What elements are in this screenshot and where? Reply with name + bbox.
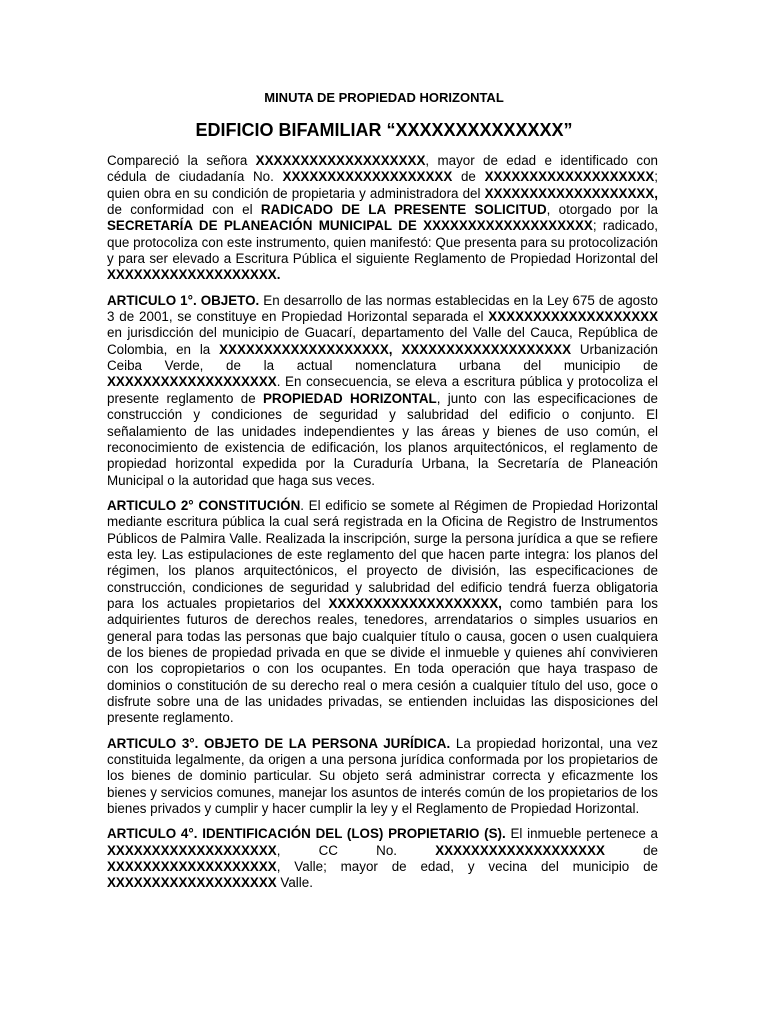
text-run: El inmueble pertenece a bbox=[505, 826, 658, 842]
text-run: en jurisdicción del municipio de Guacarí, departamento del Valle del Cauca, República de Colombia, en la bbox=[107, 325, 658, 357]
bold-text-run: XXXXXXXXXXXXXXXXXXX bbox=[255, 153, 426, 168]
document-subtitle: EDIFICIO BIFAMILIAR “XXXXXXXXXXXXXX” bbox=[195, 120, 573, 140]
document-title: MINUTA DE PROPIEDAD HORIZONTAL bbox=[264, 90, 504, 105]
text-run: ; quien obra en su condición de propietaria y administradora del bbox=[107, 169, 658, 201]
bold-text-run: SECRETARÍA DE PLANEACIÓN MUNICIPAL DE XXXXXXXXXXXXXXXXXXX bbox=[107, 218, 593, 234]
text-run: . En consecuencia, se eleva a escritura pública y protocoliza el presente reglamento de bbox=[107, 374, 658, 406]
bold-text-run: XXXXXXXXXXXXXXXXXXX bbox=[282, 169, 453, 185]
bold-text-run: XXXXXXXXXXXXXXXXXXX bbox=[107, 859, 277, 875]
text-run: como también para los adquirientes futuros de derechos reales, tenedores, arrendatarios o simples usuarios en general para todas las personas que bajo cualquier título o causa, gocen o usen cualquiera de los bienes de propiedad privada en que se divide el inmueble y quienes ahí convivieren con los copropietarios o con los ocupantes. En toda operación que haya traspaso de dominios o constitución de su derecho real o mera cesión a cualquier título del uso, goce o disfrute sobre una de las unidades privadas, se entienden incluidas las disposiciones del presente reglamento. bbox=[107, 595, 659, 726]
bold-text-run: XXXXXXXXXXXXXXXXXXX bbox=[107, 842, 277, 858]
bold-text-run: XXXXXXXXXXXXXXXXXXX bbox=[484, 169, 655, 185]
bold-text-run: XXXXXXXXXXXXXXXXXXX, bbox=[328, 595, 502, 611]
text-run: , junto con las especificaciones de construcción y condiciones de seguridad y salubridad del edificio o conjunto. El señalamiento de las unidades independientes y las áreas y bienes de uso común, el reconocimiento de existencia de edificación, los planos arquitectónicos, el reglamento de propiedad horizontal expedida por la Curaduría Urbana, la Secretaría de Planeación Municipal o la autoridad que haga sus veces. bbox=[107, 390, 659, 488]
text-run: de bbox=[452, 169, 485, 185]
bold-text-run: ARTICULO 3°. OBJETO DE LA PERSONA JURÍDICA. bbox=[107, 735, 451, 751]
bold-text-run: XXXXXXXXXXXXXXXXXXX, bbox=[484, 185, 658, 201]
paragraph-articulo-1 bbox=[107, 293, 658, 489]
paragraph-articulo-3 bbox=[107, 736, 658, 818]
text-run: . El edificio se somete al Régimen de Propiedad Horizontal mediante escritura pública la cual será registrada en la Oficina de Registro de Instrumentos Públicos de Palmira Valle. Realizada la inscripción, surge la persona jurídica a que se refiere esta ley. Las estipulaciones de este reglamento del que hacen parte integra: los planos del régimen, los planos arquitectónicos, el proyecto de división, las especificaciones de construcción, condiciones de seguridad y salubridad del edificio tendrá fuerza obligatoria para los actuales propietarios del bbox=[107, 497, 658, 611]
bold-text-run: ARTICULO 1°. OBJETO. bbox=[107, 292, 260, 308]
bold-text-run: XXXXXXXXXXXXXXXXXXX bbox=[488, 309, 658, 325]
bold-text-run: RADICADO DE LA PRESENTE SOLICITUD bbox=[260, 202, 547, 218]
text-run: Valle. bbox=[276, 875, 313, 891]
bold-text-run: ARTICULO 2° CONSTITUCIÓN bbox=[107, 497, 301, 513]
bold-text-run: ARTICULO 4°. IDENTIFICACIÓN DEL (LOS) PROPIETARIO (S). bbox=[107, 826, 506, 842]
text-run: de bbox=[604, 842, 658, 858]
text-run: La propiedad horizontal, una vez constituida legalmente, da origen a una persona jurídica conformada por los propietarios de los bienes de dominio particular. Su objeto será administrar correcta y eficazmente los bienes y servicios comunes, manejar los asuntos de interés común de los propietarios de los bienes privados y cumplir y hacer cumplir la ley y el Reglamento de Propiedad Horizontal. bbox=[107, 735, 658, 817]
text-run: Urbanización Ceiba Verde, de la actual nomenclatura urbana del municipio de bbox=[107, 341, 659, 374]
paragraph-articulo-2 bbox=[107, 498, 658, 727]
bold-text-run: XXXXXXXXXXXXXXXXXXX bbox=[107, 374, 277, 390]
text-run: , Valle; mayor de edad, y vecina del municipio de bbox=[276, 859, 658, 875]
text-run: , otorgado por la bbox=[546, 202, 658, 218]
document-body bbox=[107, 153, 658, 901]
bold-text-run: XXXXXXXXXXXXXXXXXXX, XXXXXXXXXXXXXXXXXXX bbox=[219, 341, 572, 357]
text-run: Compareció la señora bbox=[107, 153, 256, 168]
text-run: , CC No. bbox=[276, 842, 436, 858]
bold-text-run: XXXXXXXXXXXXXXXXXXX bbox=[435, 842, 605, 858]
bold-text-run: PROPIEDAD HORIZONTAL bbox=[263, 390, 437, 406]
paragraph-articulo-4 bbox=[107, 826, 658, 891]
text-run: de conformidad con el bbox=[107, 202, 261, 218]
paragraph-intro bbox=[107, 153, 658, 284]
bold-text-run: XXXXXXXXXXXXXXXXXXX. bbox=[107, 267, 281, 283]
text-run: En desarrollo de las normas establecidas en la Ley 675 de agosto 3 de 2001, se constituye en Propiedad Horizontal separada el bbox=[107, 292, 658, 325]
text-run: ; radicado, que protocoliza con este instrumento, quien manifestó: Que presenta para su protocolización y para ser elevado a Escritura Pública el siguiente Reglamento de Propiedad Horizontal del bbox=[107, 218, 658, 267]
text-run: , mayor de edad e identificado con cédula de ciudadanía No. bbox=[107, 153, 658, 185]
bold-text-run: XXXXXXXXXXXXXXXXXXX bbox=[107, 875, 277, 891]
